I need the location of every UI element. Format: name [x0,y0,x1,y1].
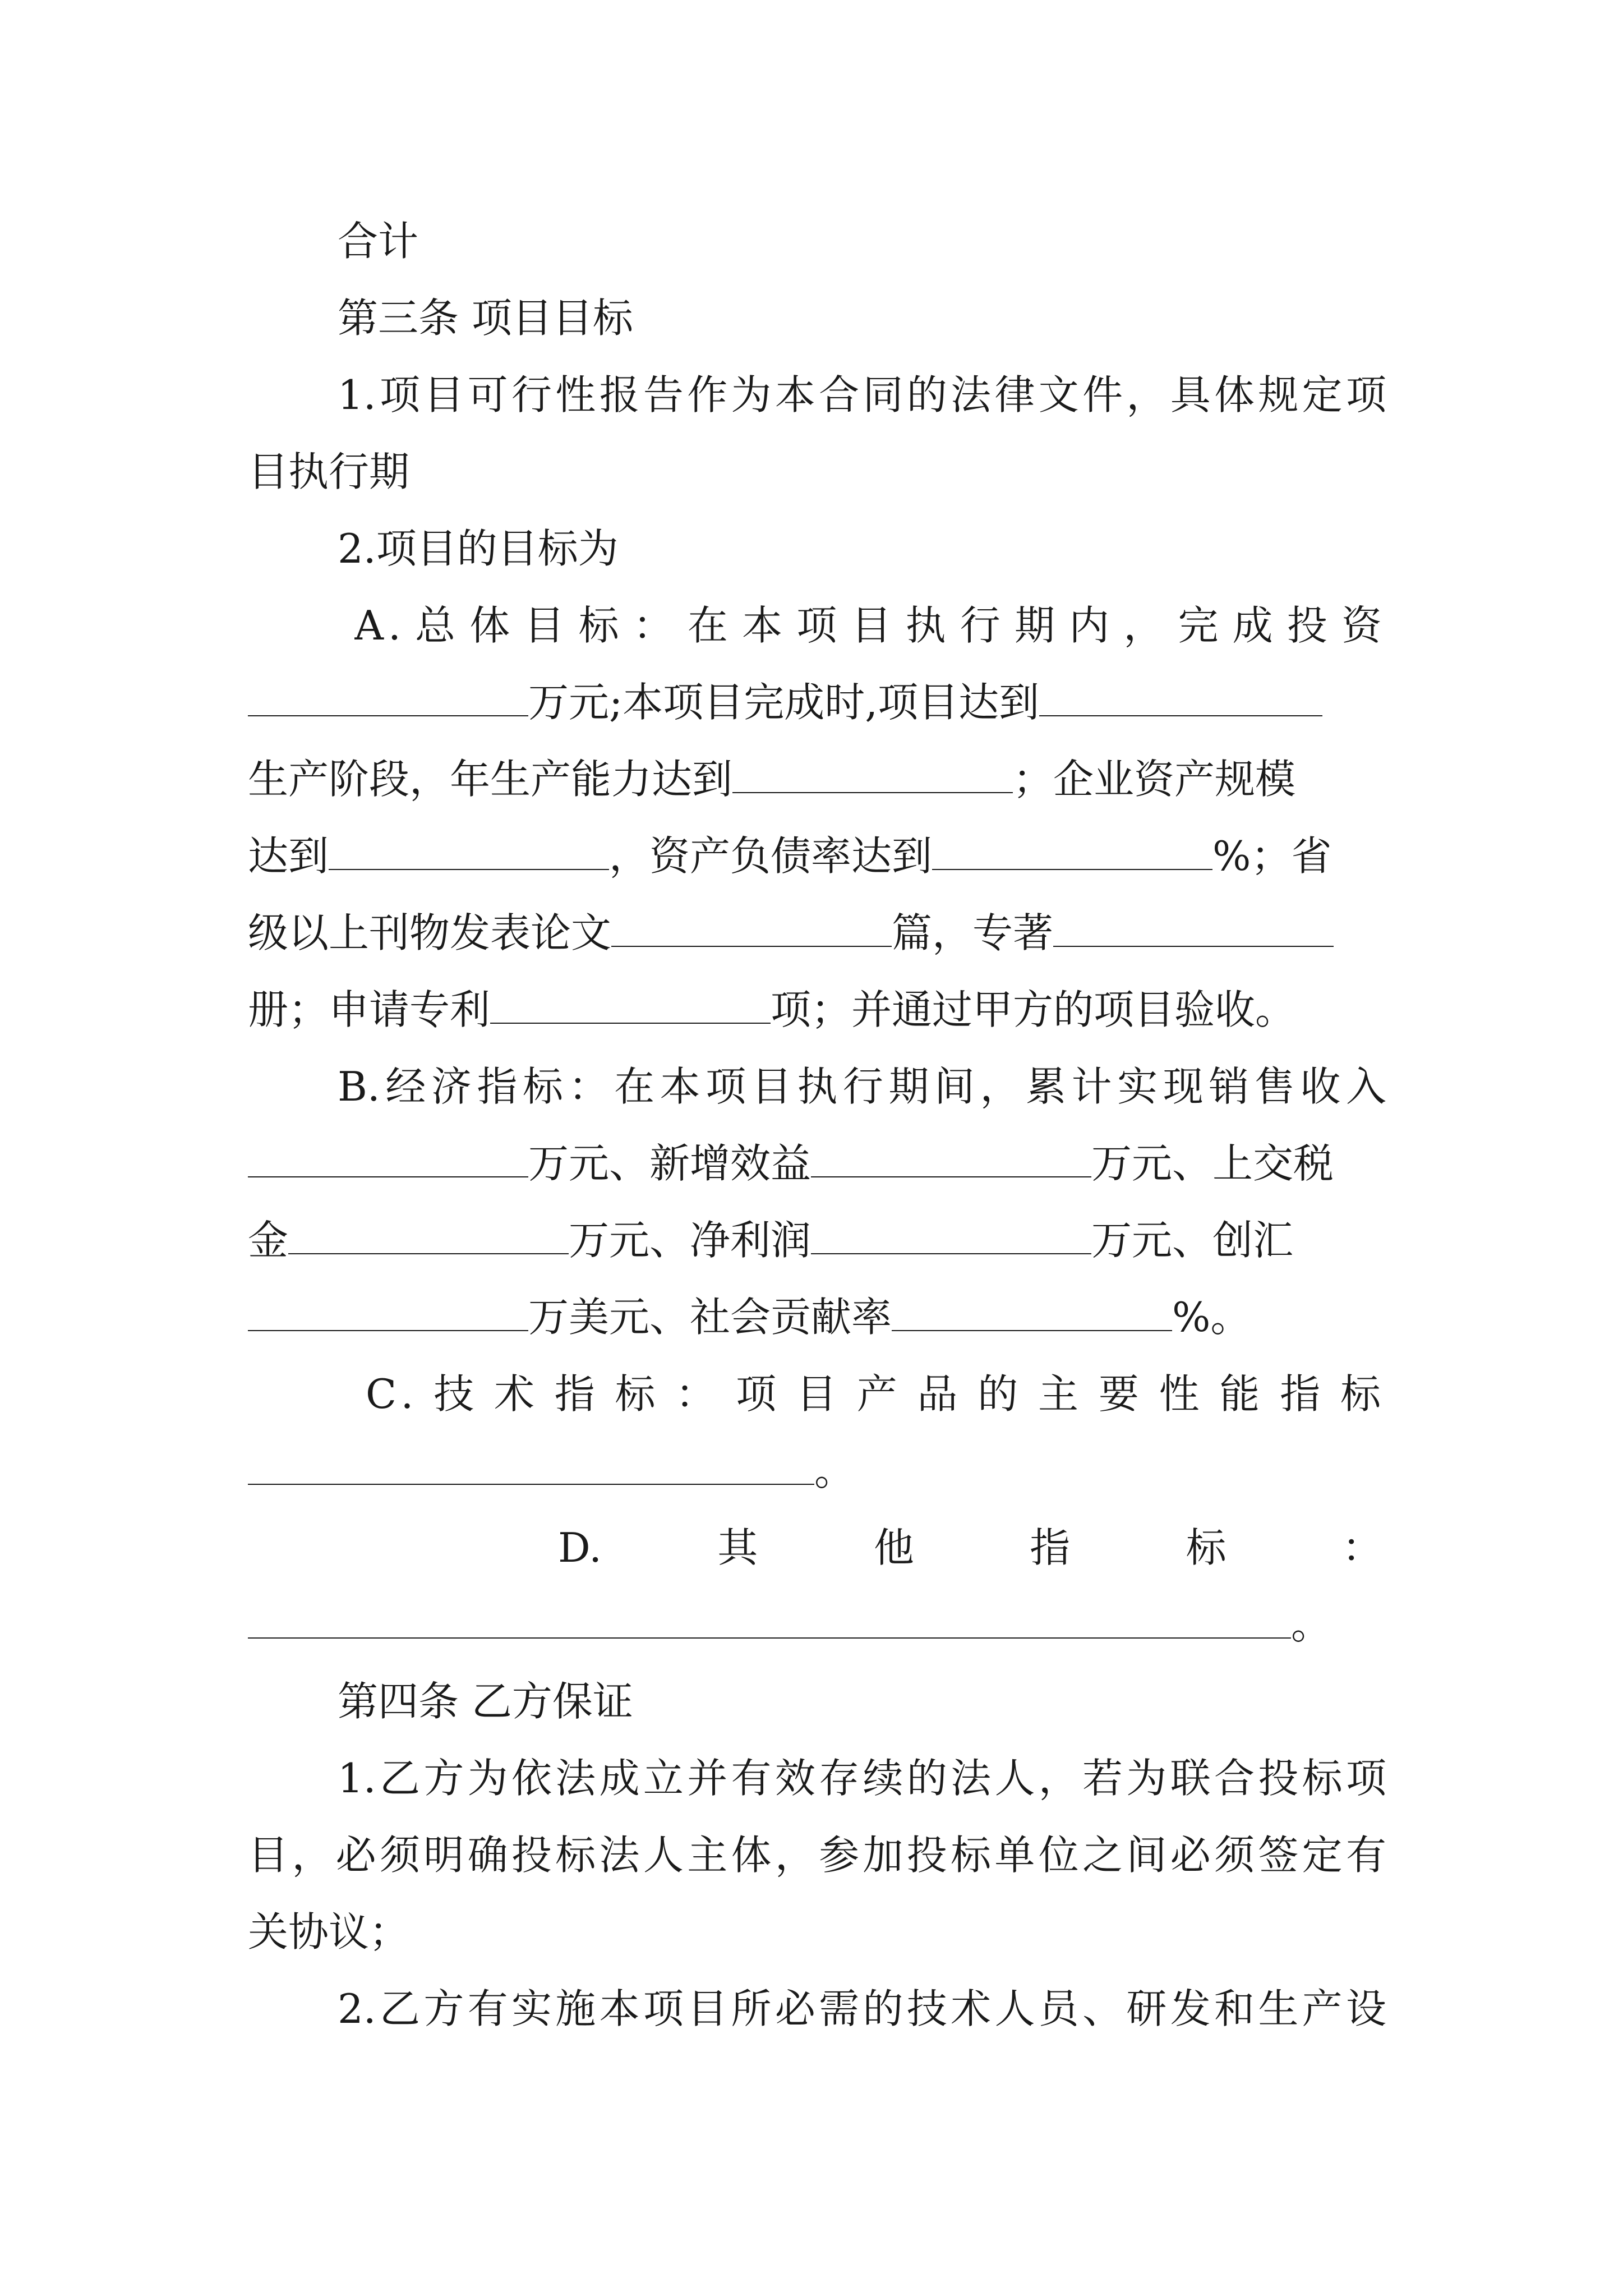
economic-indicators-line: B.经济指标：在本项目执行期间，累计实现销售收入 [338,1063,1386,1110]
technical-indicators-line: C.技术指标：项目产品的主要性能指标 [366,1370,1386,1418]
overall-target-line: A.总体目标：在本项目执行期内，完成投资 [354,602,1386,649]
blank-field[interactable] [611,909,892,947]
blank-field[interactable] [248,1447,814,1485]
text-fragment: 达到 [248,832,329,880]
text-fragment: 万元、新增效益 [528,1140,811,1187]
paragraph-line: 1.乙方为依法成立并有效存续的法人，若为联合投标项 [338,1755,1386,1802]
text-fragment: ，资产负债率达到 [609,832,933,880]
form-line [248,828,1386,884]
text-fragment: 万元、净利润 [569,1217,811,1264]
paragraph-line: 关协议； [248,1908,410,1955]
text-fragment: 其 [717,1524,758,1571]
form-line [248,674,1386,730]
paragraph-line: 目，必须明确投标法人主体，参加投标单位之间必须签定有 [248,1832,1386,1879]
form-line [248,1596,1386,1653]
blank-field[interactable] [811,1139,1091,1177]
text-fragment: D. [558,1524,602,1571]
text-fragment: 项；并通过甲方的项目验收。 [771,986,1296,1033]
article-three-heading: 第三条 项目目标 [338,295,633,342]
text-fragment: 。 [1291,1601,1332,1648]
blank-field[interactable] [329,832,609,870]
other-indicators-line [558,1520,1382,1576]
text-fragment: 金 [248,1217,289,1264]
text-fragment: 。 [814,1447,855,1494]
paragraph-line: 目执行期 [248,448,410,495]
text-fragment: %；省 [1212,832,1332,880]
text-fragment: 指 [1030,1524,1071,1571]
text-fragment: 他 [873,1524,914,1571]
blank-field[interactable] [248,1139,528,1177]
text-fragment: 万元、上交税 [1091,1140,1334,1187]
text-fragment: ；企业资产规模 [1013,756,1296,803]
text-fragment: 万元;本项目完成时,项目达到 [528,679,1040,726]
form-line [248,982,1386,1038]
text-fragment: 篇，专著 [892,909,1054,956]
form-line [248,905,1386,961]
text-fragment: %。 [1172,1294,1251,1341]
blank-field[interactable] [288,1216,569,1254]
form-line [248,751,1386,807]
blank-field[interactable] [811,1216,1091,1254]
blank-field[interactable] [248,1293,528,1331]
blank-field[interactable] [1053,909,1334,947]
text-fragment: 生产阶段，年生产能力达到 [248,756,733,803]
blank-field[interactable] [892,1293,1172,1331]
form-line [248,1135,1386,1191]
blank-field[interactable] [490,986,771,1024]
text-fragment: 册；申请专利 [248,986,491,1033]
form-line [248,1212,1386,1268]
blank-field[interactable] [1039,678,1322,716]
blank-field[interactable] [932,832,1212,870]
text-total: 合计 [338,218,419,265]
blank-field[interactable] [732,755,1013,793]
text-fragment: ： [1341,1524,1382,1571]
text-fragment: 级以上刊物发表论文 [248,909,612,956]
blank-field[interactable] [248,1600,1291,1639]
form-line [248,1443,1386,1499]
blank-field[interactable] [248,678,528,716]
text-fragment: 万美元、社会贡献率 [528,1294,892,1341]
paragraph-line: 1.项目可行性报告作为本合同的法律文件，具体规定项 [338,371,1386,418]
form-line [248,1289,1386,1345]
article-four-heading: 第四条 乙方保证 [338,1678,633,1725]
paragraph-line: 2.乙方有实施本项目所必需的技术人员、研发和生产设 [338,1985,1386,2032]
paragraph-line: 2.项目的目标为 [338,525,619,572]
text-fragment: 万元、创汇 [1091,1217,1294,1264]
text-fragment: 标 [1186,1524,1227,1571]
